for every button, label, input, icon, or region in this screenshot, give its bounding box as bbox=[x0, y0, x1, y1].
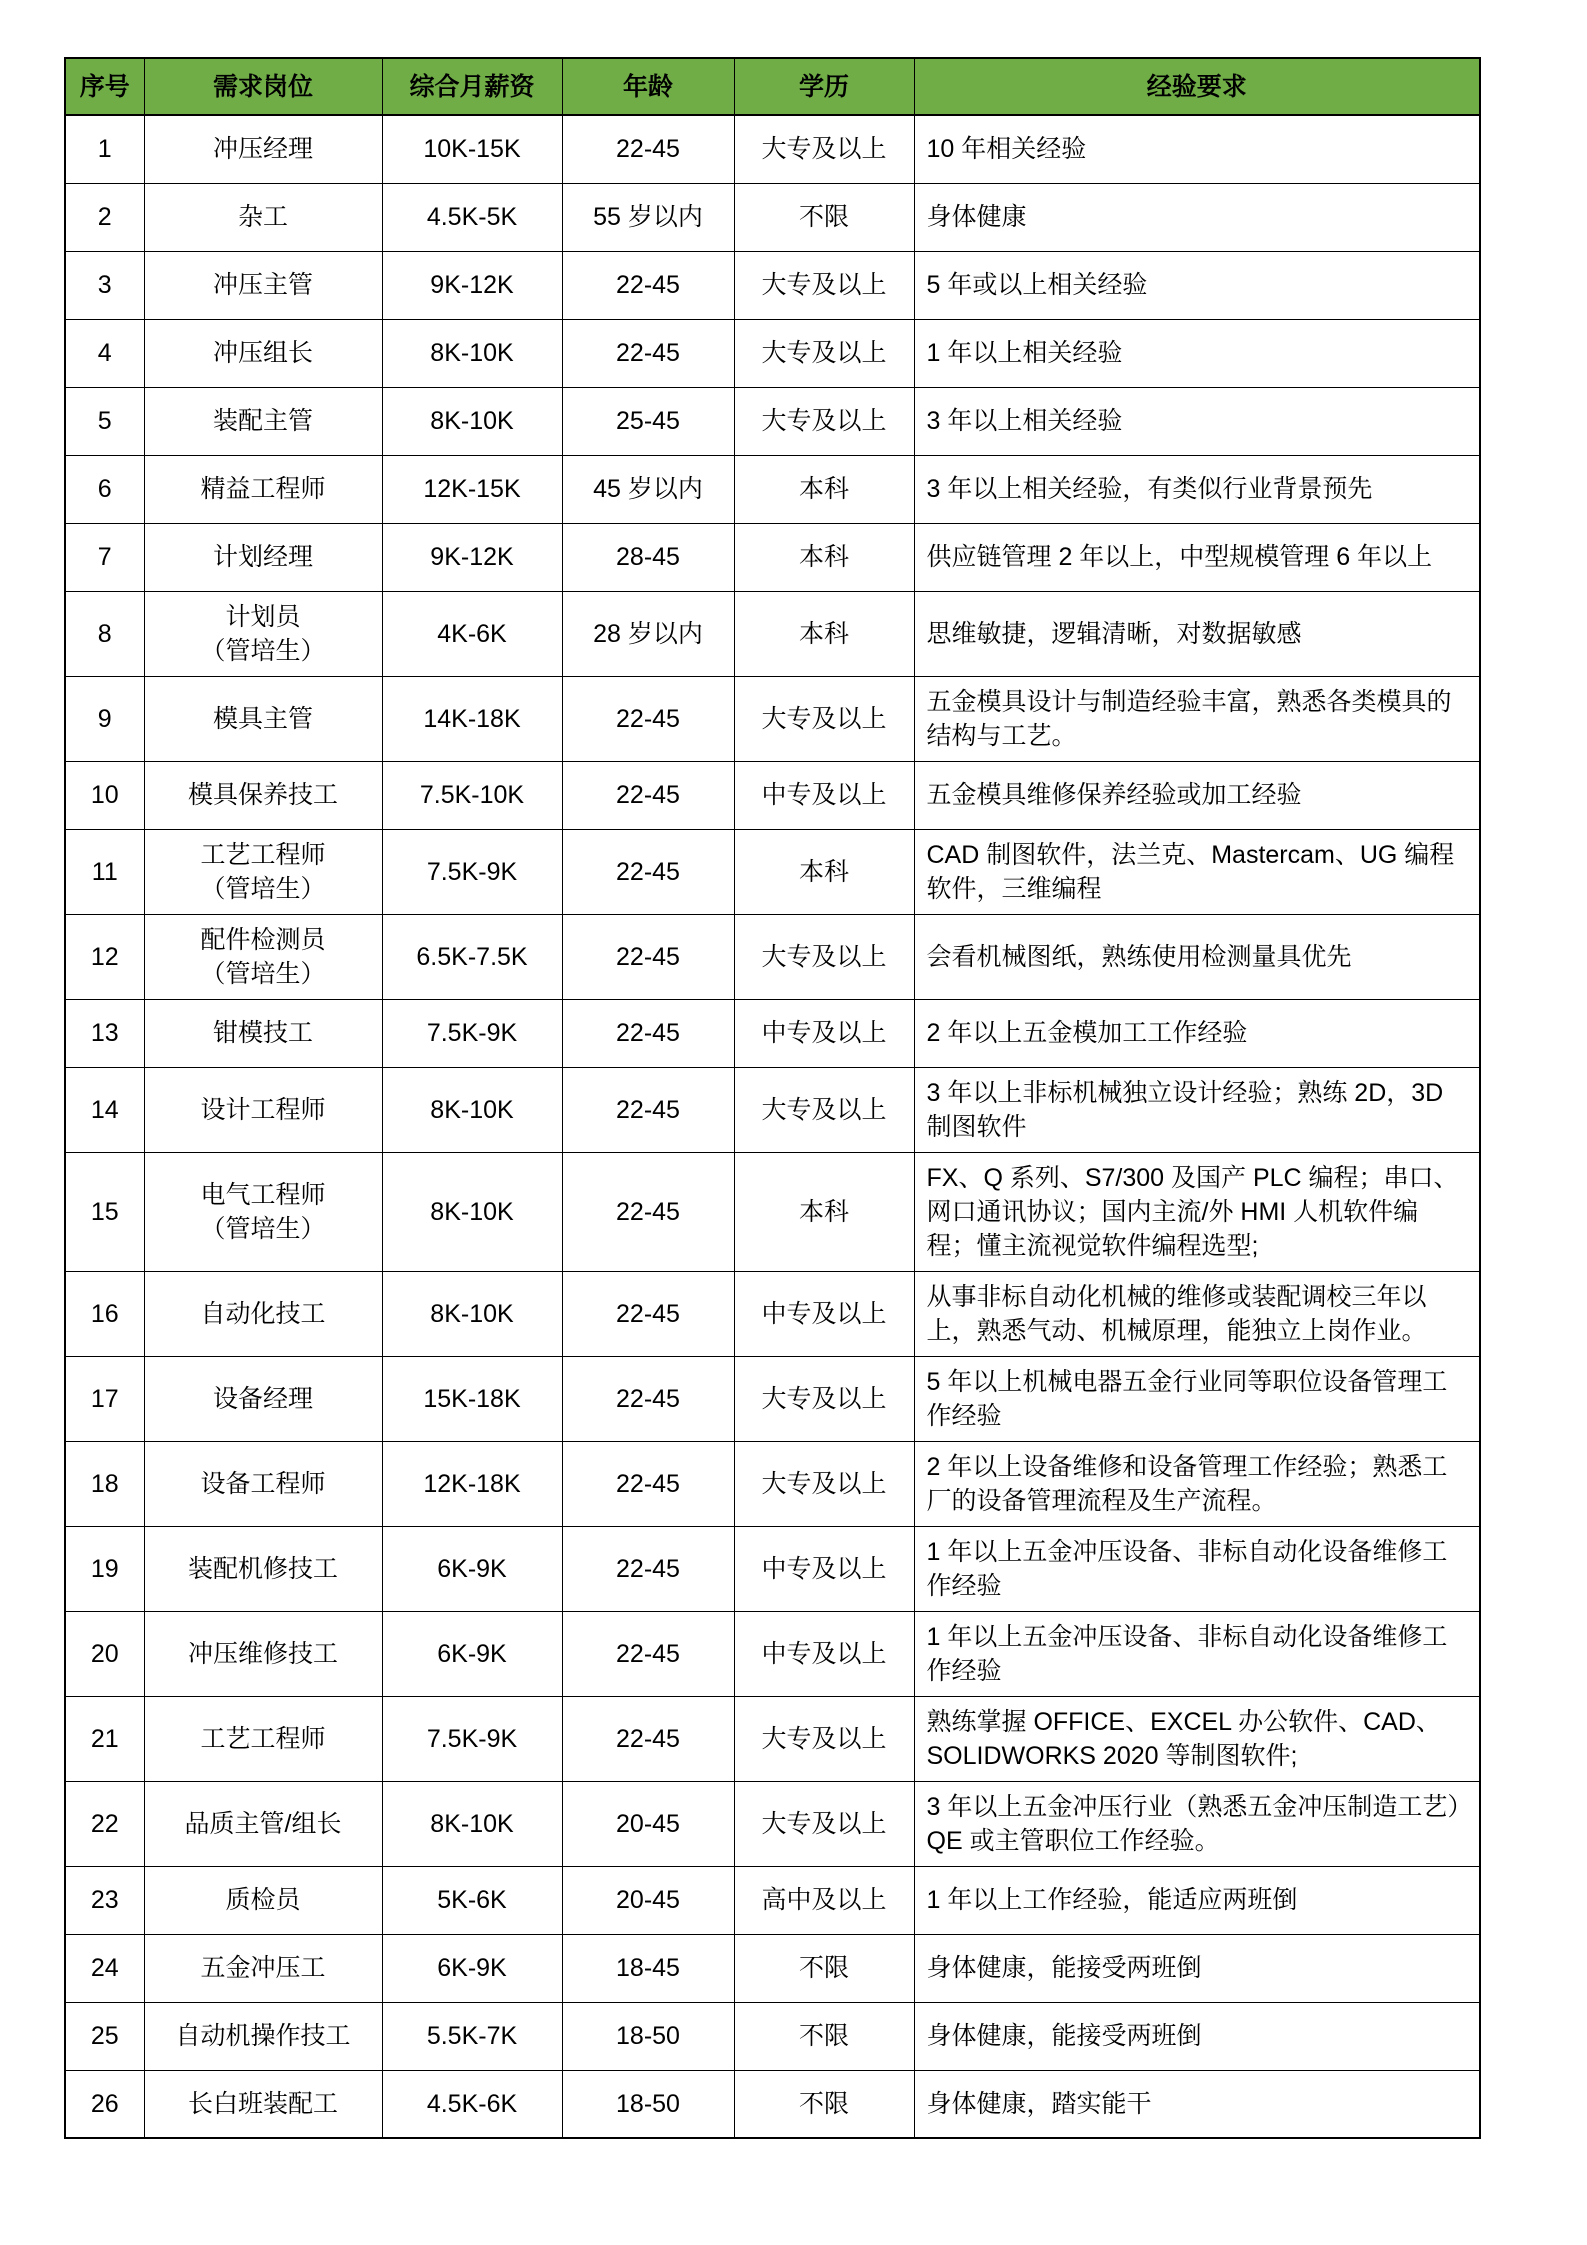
cell-experience: 1 年以上五金冲压设备、非标自动化设备维修工作经验 bbox=[914, 1611, 1480, 1696]
cell-no: 6 bbox=[65, 455, 144, 523]
cell-experience: 5 年以上机械电器五金行业同等职位设备管理工作经验 bbox=[914, 1356, 1480, 1441]
position-name: 品质主管/组长 bbox=[184, 1809, 342, 1838]
cell-position bbox=[144, 1866, 382, 1934]
cell-education: 大专及以上 bbox=[734, 1067, 914, 1152]
cell-position bbox=[144, 1696, 382, 1781]
cell-salary: 7.5K-9K bbox=[382, 1696, 562, 1781]
table-row bbox=[65, 1356, 1480, 1441]
cell-age: 22-45 bbox=[562, 1152, 734, 1271]
cell-age: 18-50 bbox=[562, 2002, 734, 2070]
table-row bbox=[65, 183, 1480, 251]
cell-no: 14 bbox=[65, 1067, 144, 1152]
cell-salary: 6K-9K bbox=[382, 1526, 562, 1611]
cell-experience: 1 年以上工作经验，能适应两班倒 bbox=[914, 1866, 1480, 1934]
cell-no: 10 bbox=[65, 761, 144, 829]
cell-age: 28-45 bbox=[562, 523, 734, 591]
cell-no: 23 bbox=[65, 1866, 144, 1934]
table-row bbox=[65, 676, 1480, 761]
position-name: 工艺工程师 bbox=[200, 1724, 326, 1753]
cell-age: 20-45 bbox=[562, 1866, 734, 1934]
cell-salary: 4.5K-6K bbox=[382, 2070, 562, 2138]
cell-education: 不限 bbox=[734, 2002, 914, 2070]
cell-education: 中专及以上 bbox=[734, 1526, 914, 1611]
cell-salary: 8K-10K bbox=[382, 1067, 562, 1152]
cell-position bbox=[144, 1356, 382, 1441]
cell-position bbox=[144, 914, 382, 999]
cell-salary: 8K-10K bbox=[382, 319, 562, 387]
table-row bbox=[65, 1152, 1480, 1271]
position-name: 冲压组长 bbox=[212, 339, 313, 367]
cell-age: 22-45 bbox=[562, 1696, 734, 1781]
cell-experience: 3 年以上非标机械独立设计经验；熟练 2D，3D 制图软件 bbox=[914, 1067, 1480, 1152]
cell-experience: 10 年相关经验 bbox=[914, 115, 1480, 183]
cell-no: 17 bbox=[65, 1356, 144, 1441]
cell-no: 7 bbox=[65, 523, 144, 591]
header-experience: 经验要求 bbox=[914, 58, 1480, 115]
cell-no: 5 bbox=[65, 387, 144, 455]
cell-experience: 3 年以上五金冲压行业（熟悉五金冲压制造工艺）QE 或主管职位工作经验。 bbox=[914, 1781, 1480, 1866]
cell-age: 25-45 bbox=[562, 387, 734, 455]
cell-salary: 4K-6K bbox=[382, 591, 562, 676]
cell-no: 20 bbox=[65, 1611, 144, 1696]
cell-no: 21 bbox=[65, 1696, 144, 1781]
cell-experience: 供应链管理 2 年以上，中型规模管理 6 年以上 bbox=[914, 523, 1480, 591]
table-row bbox=[65, 455, 1480, 523]
cell-education: 大专及以上 bbox=[734, 115, 914, 183]
cell-age: 20-45 bbox=[562, 1781, 734, 1866]
cell-experience: 身体健康 bbox=[914, 183, 1480, 251]
cell-salary: 6.5K-7.5K bbox=[382, 914, 562, 999]
cell-age: 22-45 bbox=[562, 1526, 734, 1611]
cell-position bbox=[144, 251, 382, 319]
table-row bbox=[65, 1271, 1480, 1356]
header-position: 需求岗位 bbox=[144, 58, 382, 115]
table-row bbox=[65, 1611, 1480, 1696]
cell-no: 12 bbox=[65, 914, 144, 999]
cell-no: 9 bbox=[65, 676, 144, 761]
cell-position bbox=[144, 387, 382, 455]
cell-age: 45 岁以内 bbox=[562, 455, 734, 523]
cell-age: 22-45 bbox=[562, 115, 734, 183]
cell-education: 大专及以上 bbox=[734, 251, 914, 319]
cell-no: 25 bbox=[65, 2002, 144, 2070]
table-row bbox=[65, 829, 1480, 914]
cell-position bbox=[144, 183, 382, 251]
position-name: 长白班装配工 bbox=[187, 2089, 338, 2118]
cell-no: 3 bbox=[65, 251, 144, 319]
cell-experience: 身体健康，能接受两班倒 bbox=[914, 2002, 1480, 2070]
position-name: 精益工程师 bbox=[200, 475, 326, 503]
cell-education: 大专及以上 bbox=[734, 319, 914, 387]
position-name: 冲压主管 bbox=[212, 271, 313, 299]
position-name: 冲压经理 bbox=[212, 135, 313, 164]
table-row bbox=[65, 1866, 1480, 1934]
cell-salary: 9K-12K bbox=[382, 251, 562, 319]
cell-position bbox=[144, 115, 382, 183]
cell-position bbox=[144, 676, 382, 761]
position-name: 自动机操作技工 bbox=[175, 2022, 351, 2050]
position-name: 计划经理 bbox=[212, 543, 313, 571]
cell-education: 大专及以上 bbox=[734, 676, 914, 761]
cell-experience: 3 年以上相关经验 bbox=[914, 387, 1480, 455]
table-row bbox=[65, 2002, 1480, 2070]
position-sub: （管培生） bbox=[200, 874, 326, 903]
position-name: 工艺工程师 bbox=[200, 840, 326, 869]
cell-education: 不限 bbox=[734, 183, 914, 251]
cell-age: 18-50 bbox=[562, 2070, 734, 2138]
cell-position bbox=[144, 1934, 382, 2002]
cell-salary: 4.5K-5K bbox=[382, 183, 562, 251]
table-row bbox=[65, 115, 1480, 183]
position-name: 质检员 bbox=[225, 1886, 301, 1914]
table-row bbox=[65, 999, 1480, 1067]
position-name: 自动化技工 bbox=[200, 1299, 326, 1328]
cell-experience: 五金模具设计与制造经验丰富，熟悉各类模具的结构与工艺。 bbox=[914, 676, 1480, 761]
cell-position bbox=[144, 2002, 382, 2070]
cell-no: 16 bbox=[65, 1271, 144, 1356]
cell-position bbox=[144, 1611, 382, 1696]
cell-experience: 身体健康，能接受两班倒 bbox=[914, 1934, 1480, 2002]
cell-salary: 10K-15K bbox=[382, 115, 562, 183]
cell-no: 11 bbox=[65, 829, 144, 914]
cell-education: 中专及以上 bbox=[734, 1271, 914, 1356]
table-row bbox=[65, 914, 1480, 999]
cell-no: 19 bbox=[65, 1526, 144, 1611]
cell-age: 22-45 bbox=[562, 319, 734, 387]
cell-education: 大专及以上 bbox=[734, 1356, 914, 1441]
cell-salary: 8K-10K bbox=[382, 1271, 562, 1356]
cell-position bbox=[144, 1441, 382, 1526]
table-row bbox=[65, 523, 1480, 591]
cell-education: 中专及以上 bbox=[734, 999, 914, 1067]
position-name: 冲压维修技工 bbox=[187, 1639, 338, 1668]
table-row bbox=[65, 1934, 1480, 2002]
cell-position bbox=[144, 523, 382, 591]
cell-salary: 8K-10K bbox=[382, 387, 562, 455]
position-name: 计划员 bbox=[225, 602, 301, 631]
table-row bbox=[65, 387, 1480, 455]
cell-no: 2 bbox=[65, 183, 144, 251]
cell-salary: 7.5K-10K bbox=[382, 761, 562, 829]
cell-position bbox=[144, 591, 382, 676]
cell-age: 22-45 bbox=[562, 829, 734, 914]
cell-no: 22 bbox=[65, 1781, 144, 1866]
cell-experience: 5 年或以上相关经验 bbox=[914, 251, 1480, 319]
cell-salary: 5.5K-7K bbox=[382, 2002, 562, 2070]
cell-education: 中专及以上 bbox=[734, 1611, 914, 1696]
cell-no: 1 bbox=[65, 115, 144, 183]
position-name: 五金冲压工 bbox=[200, 1954, 326, 1982]
cell-age: 22-45 bbox=[562, 914, 734, 999]
cell-education: 大专及以上 bbox=[734, 387, 914, 455]
cell-salary: 8K-10K bbox=[382, 1152, 562, 1271]
position-name: 配件检测员 bbox=[200, 925, 326, 954]
cell-position bbox=[144, 1152, 382, 1271]
position-sub: （管培生） bbox=[200, 959, 326, 988]
table-row bbox=[65, 2070, 1480, 2138]
cell-experience: 会看机械图纸，熟练使用检测量具优先 bbox=[914, 914, 1480, 999]
cell-no: 24 bbox=[65, 1934, 144, 2002]
cell-salary: 7.5K-9K bbox=[382, 829, 562, 914]
position-name: 设备经理 bbox=[212, 1384, 313, 1413]
position-sub: （管培生） bbox=[200, 1214, 326, 1243]
position-name: 装配机修技工 bbox=[187, 1554, 338, 1583]
table-row bbox=[65, 591, 1480, 676]
cell-age: 22-45 bbox=[562, 1356, 734, 1441]
cell-age: 18-45 bbox=[562, 1934, 734, 2002]
cell-education: 本科 bbox=[734, 591, 914, 676]
cell-experience: 五金模具维修保养经验或加工经验 bbox=[914, 761, 1480, 829]
cell-experience: 从事非标自动化机械的维修或装配调校三年以上，熟悉气动、机械原理，能独立上岗作业。 bbox=[914, 1271, 1480, 1356]
cell-no: 4 bbox=[65, 319, 144, 387]
cell-no: 13 bbox=[65, 999, 144, 1067]
cell-salary: 12K-18K bbox=[382, 1441, 562, 1526]
cell-age: 55 岁以内 bbox=[562, 183, 734, 251]
cell-age: 22-45 bbox=[562, 761, 734, 829]
table-row bbox=[65, 1696, 1480, 1781]
cell-experience: 身体健康，踏实能干 bbox=[914, 2070, 1480, 2138]
cell-experience: 2 年以上设备维修和设备管理工作经验；熟悉工厂的设备管理流程及生产流程。 bbox=[914, 1441, 1480, 1526]
position-name: 设计工程师 bbox=[200, 1095, 326, 1124]
cell-no: 15 bbox=[65, 1152, 144, 1271]
cell-age: 22-45 bbox=[562, 1441, 734, 1526]
table-row bbox=[65, 251, 1480, 319]
cell-no: 18 bbox=[65, 1441, 144, 1526]
cell-age: 22-45 bbox=[562, 1271, 734, 1356]
cell-position bbox=[144, 1526, 382, 1611]
table-row bbox=[65, 1781, 1480, 1866]
cell-age: 22-45 bbox=[562, 1611, 734, 1696]
cell-education: 大专及以上 bbox=[734, 1781, 914, 1866]
cell-experience: 3 年以上相关经验，有类似行业背景预先 bbox=[914, 455, 1480, 523]
position-name: 模具保养技工 bbox=[187, 781, 338, 809]
position-sub: （管培生） bbox=[200, 636, 326, 665]
header-education: 学历 bbox=[734, 58, 914, 115]
cell-education: 本科 bbox=[734, 523, 914, 591]
header-age: 年龄 bbox=[562, 58, 734, 115]
position-name: 钳模技工 bbox=[212, 1019, 313, 1047]
cell-salary: 5K-6K bbox=[382, 1866, 562, 1934]
cell-education: 本科 bbox=[734, 1152, 914, 1271]
cell-no: 8 bbox=[65, 591, 144, 676]
table-row bbox=[65, 1067, 1480, 1152]
cell-salary: 8K-10K bbox=[382, 1781, 562, 1866]
cell-education: 本科 bbox=[734, 455, 914, 523]
cell-no: 26 bbox=[65, 2070, 144, 2138]
cell-education: 大专及以上 bbox=[734, 1441, 914, 1526]
cell-education: 不限 bbox=[734, 1934, 914, 2002]
cell-education: 大专及以上 bbox=[734, 1696, 914, 1781]
cell-age: 22-45 bbox=[562, 251, 734, 319]
cell-education: 高中及以上 bbox=[734, 1866, 914, 1934]
cell-experience: 1 年以上相关经验 bbox=[914, 319, 1480, 387]
header-no: 序号 bbox=[65, 58, 144, 115]
table-row bbox=[65, 761, 1480, 829]
cell-position bbox=[144, 1067, 382, 1152]
cell-position bbox=[144, 999, 382, 1067]
cell-salary: 14K-18K bbox=[382, 676, 562, 761]
table-header bbox=[65, 58, 1480, 115]
cell-position bbox=[144, 1271, 382, 1356]
cell-salary: 9K-12K bbox=[382, 523, 562, 591]
position-name: 电气工程师 bbox=[200, 1180, 326, 1209]
position-name: 装配主管 bbox=[212, 407, 313, 435]
cell-experience: FX、Q 系列、S7/300 及国产 PLC 编程；串口、网口通讯协议；国内主流/外 HMI 人机软件编程；懂主流视觉软件编程选型; bbox=[914, 1152, 1480, 1271]
cell-salary: 6K-9K bbox=[382, 1934, 562, 2002]
recruitment-table bbox=[64, 57, 1481, 2139]
cell-age: 22-45 bbox=[562, 999, 734, 1067]
cell-salary: 7.5K-9K bbox=[382, 999, 562, 1067]
cell-experience: 2 年以上五金模加工工作经验 bbox=[914, 999, 1480, 1067]
cell-experience: 熟练掌握 OFFICE、EXCEL 办公软件、CAD、SOLIDWORKS 2020 等制图软件; bbox=[914, 1696, 1480, 1781]
cell-salary: 15K-18K bbox=[382, 1356, 562, 1441]
recruitment-table-container bbox=[64, 57, 1481, 2139]
header-row bbox=[65, 58, 1480, 115]
position-name: 杂工 bbox=[237, 203, 288, 231]
table-row bbox=[65, 1526, 1480, 1611]
position-name: 模具主管 bbox=[212, 704, 313, 733]
cell-education: 本科 bbox=[734, 829, 914, 914]
cell-education: 大专及以上 bbox=[734, 914, 914, 999]
cell-experience: CAD 制图软件，法兰克、Mastercam、UG 编程软件，三维编程 bbox=[914, 829, 1480, 914]
cell-age: 22-45 bbox=[562, 676, 734, 761]
cell-education: 中专及以上 bbox=[734, 761, 914, 829]
cell-position bbox=[144, 319, 382, 387]
table-row bbox=[65, 319, 1480, 387]
cell-age: 22-45 bbox=[562, 1067, 734, 1152]
job-table-body bbox=[65, 115, 1480, 2138]
cell-position bbox=[144, 2070, 382, 2138]
table-row bbox=[65, 1441, 1480, 1526]
cell-position bbox=[144, 829, 382, 914]
cell-experience: 思维敏捷，逻辑清晰，对数据敏感 bbox=[914, 591, 1480, 676]
position-name: 设备工程师 bbox=[200, 1469, 326, 1498]
cell-education: 不限 bbox=[734, 2070, 914, 2138]
header-salary: 综合月薪资 bbox=[382, 58, 562, 115]
cell-experience: 1 年以上五金冲压设备、非标自动化设备维修工作经验 bbox=[914, 1526, 1480, 1611]
cell-position bbox=[144, 1781, 382, 1866]
cell-position bbox=[144, 455, 382, 523]
cell-salary: 6K-9K bbox=[382, 1611, 562, 1696]
cell-age: 28 岁以内 bbox=[562, 591, 734, 676]
cell-position bbox=[144, 761, 382, 829]
cell-salary: 12K-15K bbox=[382, 455, 562, 523]
